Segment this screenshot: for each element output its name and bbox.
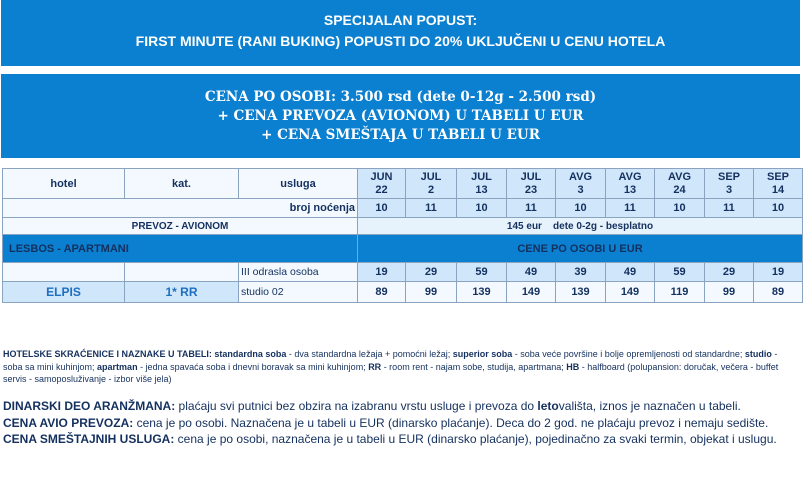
table-row [3,282,803,303]
note-text: vališta, iznos je naznačen u tabeli. [558,399,741,413]
col-header-hotel: hotel [3,169,125,199]
price-cell: 59 [655,263,705,282]
legend-term: studio [744,349,772,359]
price-cell: 49 [507,263,556,282]
nights-value: 10 [754,199,803,218]
date-month: JUL [420,170,442,183]
date-cell [705,169,754,199]
price-cell: 29 [406,263,457,282]
transport-row [3,218,803,235]
legend-desc: - dva standardna ležaja + pomoćni ležaj; [286,349,453,359]
table-row [3,263,803,282]
legend-desc: - room rent - najam sobe, studija, apartmana; [381,361,567,372]
date-month: JUN [370,170,393,183]
note-text: plaćaju svi putnici bez obzira na izabranu vrstu usluge i prevoza do [175,399,538,413]
price-cell: 29 [705,263,754,282]
nights-label: broj noćenja [3,199,358,218]
date-month: JUL [520,170,542,183]
date-month: JUL [471,170,492,183]
service-cell: studio 02 [239,282,358,303]
note-title: CENA SMEŠTAJNIH USLUGA: [3,432,175,446]
note-text: cena je po osobi. Naznačena je u tabeli u EUR (dinarsko plaćanje). Deca do 2 god. ne plaćaju prevoz i nemaju sedište. [133,415,769,430]
price-banner-line-1: CENA PO OSOBI: 3.500 rsd (dete 0-12g - 2.500 rsd) [204,89,597,105]
price-cell: 39 [556,263,606,282]
section-price-note: CENE PO OSOBI U EUR [358,235,803,263]
legend-desc: - jedna spavaća soba i dnevni boravak sa mini kuhinjom; [137,361,369,372]
legend-desc: - soba sa mini kuhinjom; [3,349,778,372]
transport-label: PREVOZ - AVIONOM [3,218,358,235]
category-cell [125,263,239,282]
legend-term: HB [566,361,580,372]
price-cell: 99 [705,282,754,303]
note-text: cena je po osobi, naznačena je u tabeli u EUR (dinarsko plaćanje), pojedinačno za svaki termin, objekat i uslugu. [174,432,777,446]
date-day: 23 [524,183,538,196]
date-day: 13 [623,183,637,196]
legend-desc: - soba veće površine i bolje opremljenosti od standardne; [512,349,745,359]
nights-row [3,199,803,218]
price-banner [1,74,800,158]
hotel-category: 1* RR [125,282,239,303]
legend-term: RR [368,361,382,372]
price-cell: 89 [358,282,406,303]
note-dinar-part [3,398,801,415]
price-cell: 139 [556,282,606,303]
discount-banner-subtitle: FIRST MINUTE (RANI BUKING) POPUSTI DO 20% UKLJUČENI U CENU HOTELA [135,33,666,49]
price-banner-line-3: + CENA SMEŠTAJA U TABELI U EUR [261,127,540,143]
nights-value: 11 [705,199,754,218]
service-cell: III odrasla osoba [239,263,358,282]
date-cell [358,169,406,199]
price-cell: 59 [457,263,507,282]
date-cell [507,169,556,199]
legend-desc: - halfboard (polupansion: doručak, večera - buffet servis - samoposluživanje - izbor više jela) [3,361,779,384]
hotel-name: ELPIS [3,282,125,303]
price-cell: 49 [606,263,655,282]
abbreviations-legend [3,348,798,386]
note-title: CENA AVIO PREVOZA: [3,415,134,430]
date-day: 24 [673,183,686,196]
section-title: LESBOS - APARTMANI [3,235,358,263]
transport-price: 145 eur dete 0-2g - besplatno [358,218,803,235]
date-cell [606,169,655,199]
nights-value: 10 [358,199,406,218]
discount-banner [1,0,800,66]
date-cell [556,169,606,199]
note-flight-price [3,415,801,432]
discount-banner-title: SPECIJALAN POPUST: [323,12,478,28]
nights-value: 11 [606,199,655,218]
date-day: 14 [771,183,785,196]
date-day: 3 [577,183,584,196]
date-cell [406,169,457,199]
nights-value: 10 [655,199,705,218]
terms-notes [3,398,801,448]
legend-title: HOTELSKE SKRAĆENICE I NAZNAKE U TABELI: [3,349,212,359]
header-row [3,169,803,199]
nights-value: 10 [556,199,606,218]
date-day: 22 [375,183,388,196]
price-cell: 149 [507,282,556,303]
date-month: SEP [766,170,789,183]
price-cell: 149 [606,282,655,303]
price-banner-line-2: + CENA PREVOZA (AVIONOM) U TABELI U EUR [217,108,584,124]
date-cell [754,169,803,199]
date-day: 2 [427,183,435,196]
nights-value: 11 [406,199,457,218]
date-month: AVG [667,170,692,183]
col-header-kat: kat. [125,169,239,199]
note-accommodation-price [3,431,801,448]
note-emphasis: leto [537,399,559,413]
legend-term: superior soba [452,349,513,359]
legend-term: standardna soba [214,349,287,359]
price-cell: 119 [655,282,705,303]
section-header-row [3,235,803,263]
note-title: DINARSKI DEO ARANŽMANA: [3,399,176,413]
date-cell [457,169,507,199]
date-month: AVG [618,170,642,183]
nights-value: 11 [507,199,556,218]
price-cell: 139 [457,282,507,303]
price-cell: 19 [754,263,803,282]
price-table [2,168,803,303]
nights-value: 10 [457,199,507,218]
price-cell: 89 [754,282,803,303]
date-month: SEP [717,170,740,183]
legend-term: apartman [97,361,138,372]
date-day: 3 [725,183,733,196]
hotel-cell [3,263,125,282]
col-header-usluga: usluga [239,169,358,199]
date-cell [655,169,705,199]
price-cell: 19 [358,263,406,282]
price-cell: 99 [406,282,457,303]
date-day: 13 [475,183,488,196]
date-month: AVG [568,170,593,183]
